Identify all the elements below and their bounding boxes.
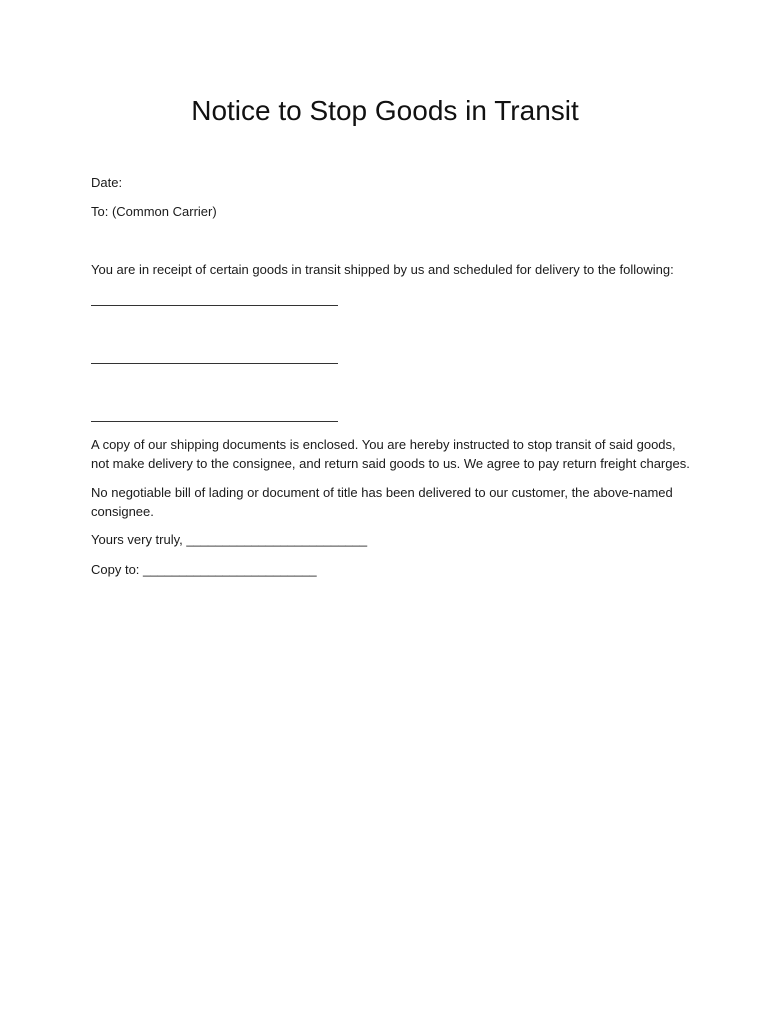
- intro-text: You are in receipt of certain goods in transit shipped by us and scheduled for delivery to the following:: [91, 262, 674, 277]
- closing-signature-line: Yours very truly, _________________________: [91, 532, 368, 547]
- blank-line-1: [91, 305, 338, 306]
- bill-of-lading-paragraph: No negotiable bill of lading or document of title has been delivered to our customer, the above-named consignee.: [91, 485, 673, 519]
- date-label: Date:: [91, 175, 123, 190]
- blank-line-2: [91, 363, 338, 364]
- document-title: Notice to Stop Goods in Transit: [191, 95, 579, 126]
- shipping-documents-paragraph: A copy of our shipping documents is enclosed. You are hereby instructed to stop transit of said goods, not make delivery to the consignee, and return said goods to us. We agree to pay return freight charges.: [91, 437, 690, 471]
- copy-to-line: Copy to: ________________________: [91, 562, 317, 577]
- to-label: To: (Common Carrier): [91, 204, 217, 219]
- blank-line-3: [91, 421, 338, 422]
